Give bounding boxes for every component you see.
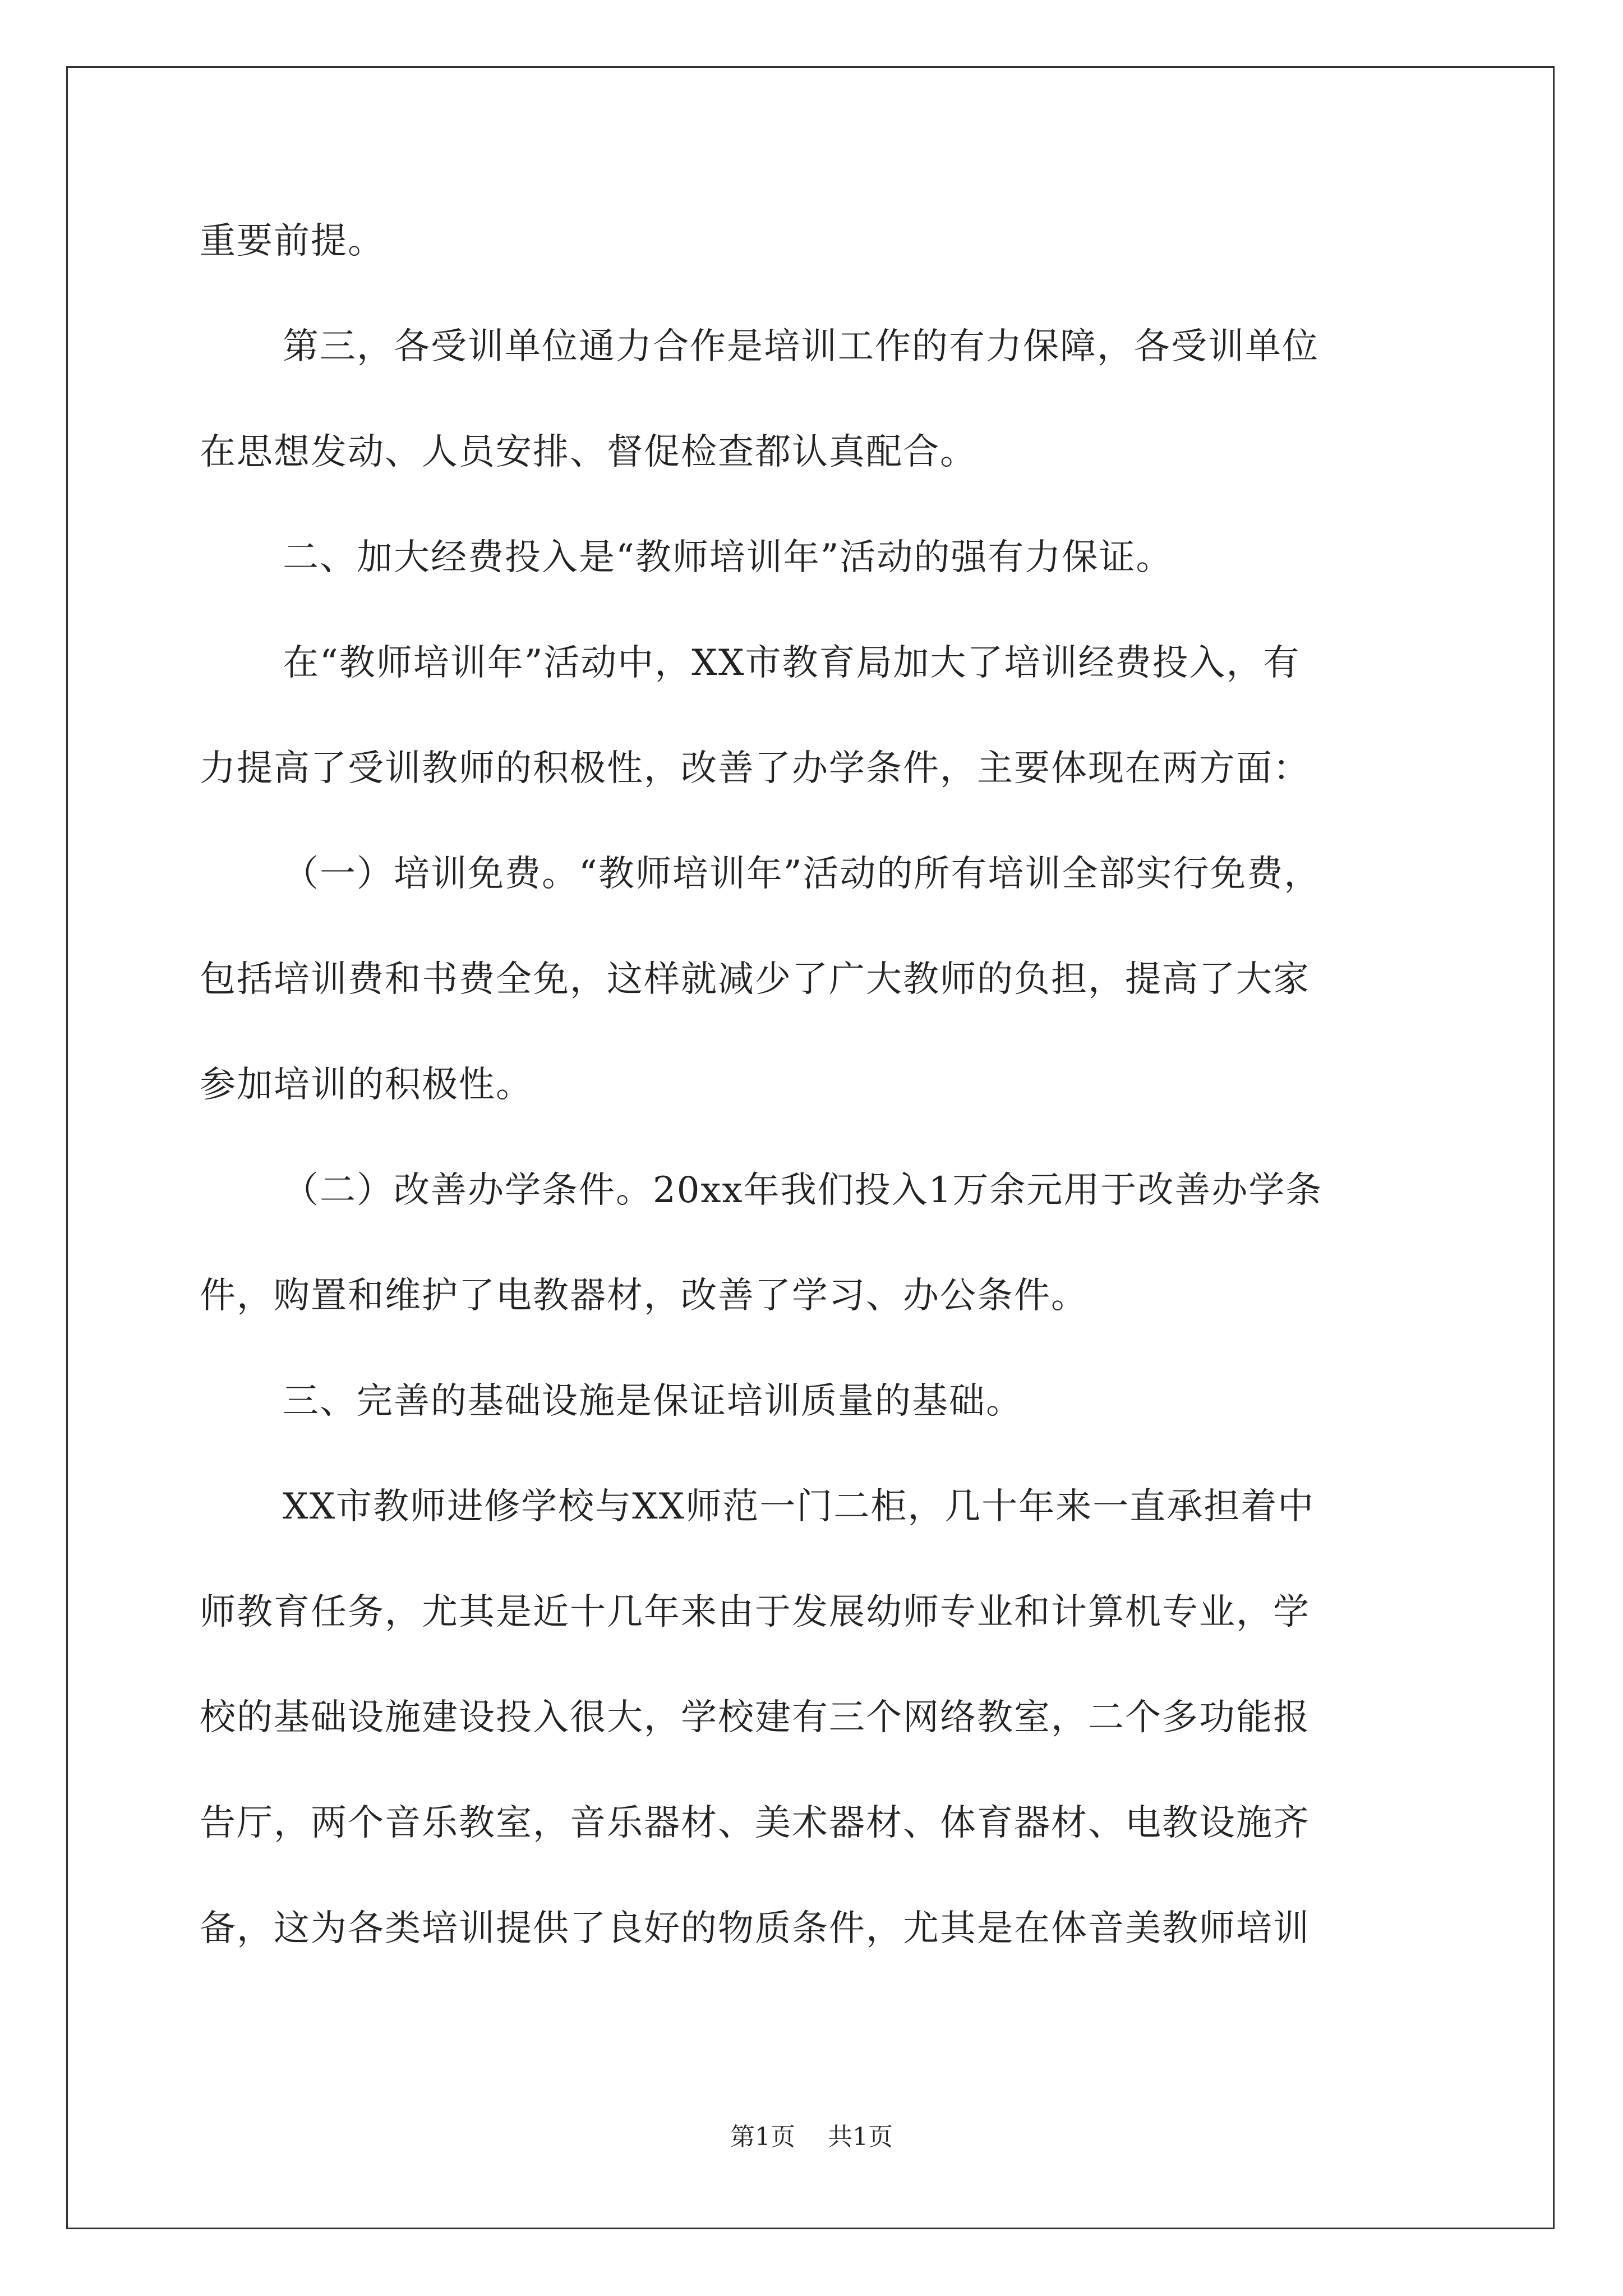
text-line: 师教育任务，尤其是近十几年来由于发展幼师专业和计算机专业，学	[200, 1591, 1310, 1633]
text-line: 备，这为各类培训提供了良好的物质条件，尤其是在体音美教师培训	[200, 1908, 1310, 1949]
text-line: XX市教师进修学校与XX师范一门二柜，几十年来一直承担着中	[283, 1486, 1315, 1527]
text-line: 重要前提。	[200, 220, 385, 262]
section-heading: 二、加大经费投入是“教师培训年”活动的强有力保证。	[283, 537, 1173, 578]
page-number-current: 第1页	[730, 2123, 795, 2151]
text-line: 件，购置和维护了电教器材，改善了学习、办公条件。	[200, 1275, 1088, 1317]
text-line: 校的基础设施建设投入很大，学校建有三个网络教室，二个多功能报	[200, 1697, 1310, 1738]
text-line: 在思想发动、人员安排、督促检查都认真配合。	[200, 431, 977, 473]
document-body	[200, 220, 1428, 2016]
text-line: 告厅，两个音乐教室，音乐器材、美术器材、体育器材、电教设施齐	[200, 1802, 1310, 1844]
page-number-total: 共1页	[828, 2123, 893, 2151]
text-line: 包括培训费和书费全免，这样就减少了广大教师的负担，提高了大家	[200, 959, 1310, 1000]
page-footer	[0, 2125, 1623, 2150]
text-line: （二）改善办学条件。20xx年我们投入1万余元用于改善办学条	[283, 1170, 1323, 1211]
text-line: 参加培训的积极性。	[200, 1064, 533, 1106]
text-line: 在“教师培训年”活动中，XX市教育局加大了培训经费投入，有	[283, 642, 1301, 684]
text-line: 力提高了受训教师的积极性，改善了办学条件，主要体现在两方面：	[200, 748, 1310, 789]
section-heading: 三、完善的基础设施是保证培训质量的基础。	[283, 1381, 1023, 1422]
text-line: （一）培训免费。“教师培训年”活动的所有培训全部实行免费，	[283, 853, 1321, 895]
text-line: 第三，各受训单位通力合作是培训工作的有力保障，各受训单位	[283, 326, 1319, 367]
